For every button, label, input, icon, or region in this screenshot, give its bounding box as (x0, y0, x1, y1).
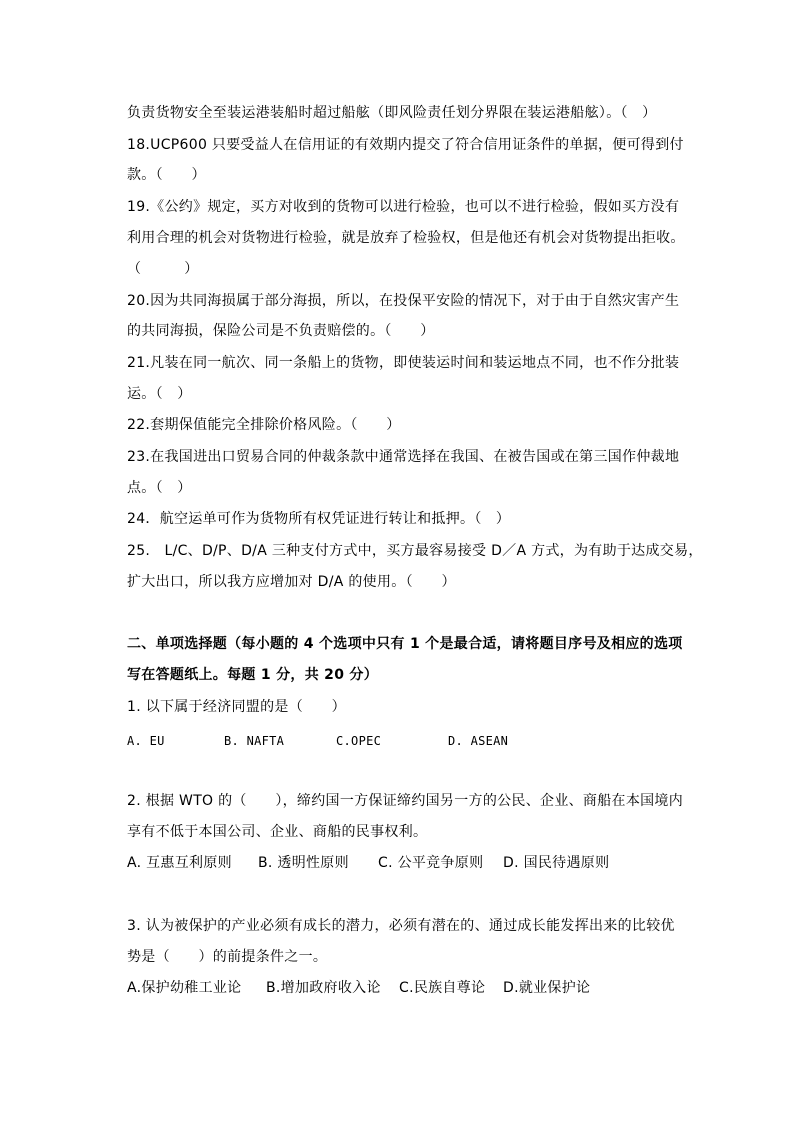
tf-line: 点。（ ） (127, 480, 192, 496)
question-2-stem: 享有不低于本国公司、企业、商船的民事权利。 (127, 824, 428, 840)
tf-line: （ ） (127, 261, 199, 277)
option-a: A. 互惠互利原则 (127, 855, 232, 871)
option-a: A. EU (127, 734, 165, 748)
option-c: C. 公平竞争原则 (378, 855, 484, 871)
tf-line: 运。（ ） (127, 386, 192, 402)
tf-question-24: 24．航空运单可作为货物所有权凭证进行转让和抵押。（ ） (127, 511, 511, 527)
tf-question-21: 21.凡装在同一航次、同一条船上的货物，即使装运时间和装运地点不同，也不作分批装 (127, 355, 680, 371)
tf-question-25: 25. L/C、D/P、D/A 三种支付方式中，买方最容易接受 D／A 方式，为有助于达成交易， (127, 543, 703, 559)
tf-line: 款。（ ） (127, 167, 206, 183)
tf-line: 扩大出口，所以我方应增加对 D/A 的使用。（ ） (127, 574, 456, 590)
option-c: C.OPEC (336, 734, 382, 748)
option-d: D. 国民待遇原则 (503, 855, 610, 871)
option-d: D.就业保护论 (503, 980, 591, 996)
question-3-stem: 势是（ ）的前提条件之一。 (127, 949, 328, 965)
option-c: C.民族自尊论 (399, 980, 486, 996)
tf-line: 负责货物安全至装运港装船时超过船舷（即风险责任划分界限在装运港船舷）。（ ） (127, 105, 657, 121)
option-a: A.保护幼稚工业论 (127, 980, 242, 996)
tf-question-22: 22.套期保值能完全排除价格风险。（ ） (127, 417, 401, 433)
option-d: D. ASEAN (448, 734, 509, 748)
section-heading: 写在答题纸上。每题 1 分，共 20 分） (127, 667, 379, 683)
question-2-stem: 2. 根据 WTO 的（ ），缔约国一方保证缔约国另一方的公民、企业、商船在本国境内 (127, 793, 684, 809)
tf-question-23: 23.在我国进出口贸易合同的仲裁条款中通常选择在我国、在被告国或在第三国作仲裁地 (127, 449, 680, 465)
section-heading: 二、单项选择题（每小题的 4 个选项中只有 1 个是最合适，请将题目序号及相应的选项 (127, 636, 683, 652)
option-b: B. 透明性原则 (258, 855, 349, 871)
tf-question-20: 20.因为共同海损属于部分海损，所以，在投保平安险的情况下，对于由于自然灾害产生 (127, 293, 680, 309)
tf-line: 利用合理的机会对货物进行检验，就是放弃了检验权，但是他还有机会对货物提出拒收。 (127, 230, 685, 246)
option-b: B.增加政府收入论 (266, 980, 381, 996)
question-3-stem: 3. 认为被保护的产业必须有成长的潜力，必须有潜在的、通过成长能发挥出来的比较优 (127, 918, 675, 934)
tf-question-18: 18.UCP600 只要受益人在信用证的有效期内提交了符合信用证条件的单据，便可得到付 (127, 137, 684, 153)
tf-question-19: 19.《公约》规定，买方对收到的货物可以进行检验，也可以不进行检验，假如买方没有 (127, 199, 680, 215)
tf-line: 的共同海损，保险公司是不负责赔偿的。（ ） (127, 323, 435, 339)
option-b: B. NAFTA (224, 734, 285, 748)
question-1-stem: 1. 以下属于经济同盟的是（ ） (127, 699, 346, 715)
